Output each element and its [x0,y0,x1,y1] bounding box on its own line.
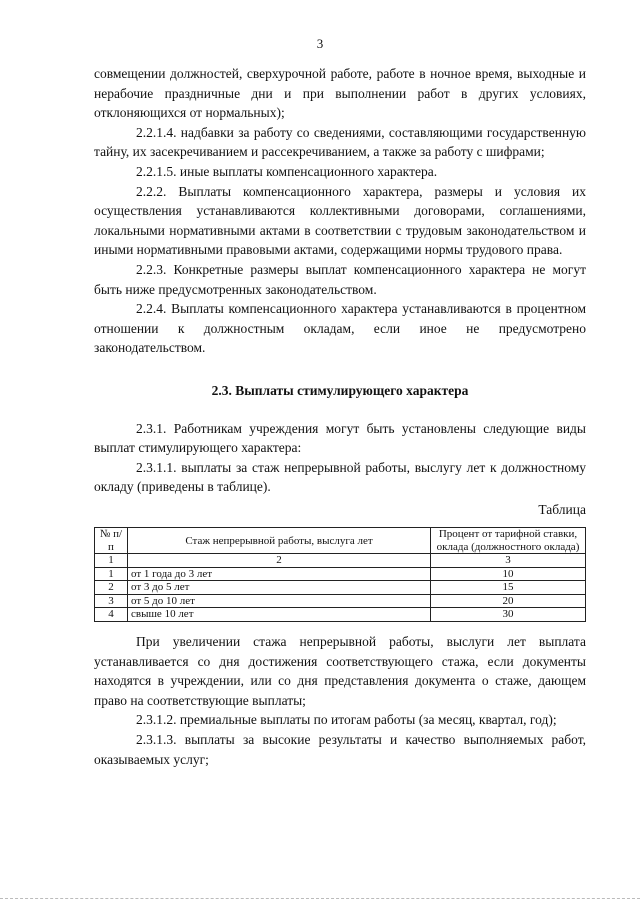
table-row [95,594,586,608]
header-percent: Процент от тарифной ставки, оклада (должностного оклада) [431,528,586,554]
seniority-table [94,527,586,622]
column-number: 3 [431,554,586,568]
section-heading: 2.3. Выплаты стимулирующего характера [211,382,469,398]
paragraph: 2.2.2. Выплаты компенсационного характера, размеры и условия их осуществления устанавливаются коллективными договорами, соглашениями, локальными нормативными актами в соответствии с трудовым законодательством и иными нормативными правовыми актами, содержащими нормы трудового права. [94,183,586,258]
row-number: 3 [95,594,128,608]
paragraph: 2.3.1.2. премиальные выплаты по итогам работы (за месяц, квартал, год); [136,712,557,728]
table-caption: Таблица [538,501,586,517]
row-percent: 30 [431,608,586,622]
page-bottom-divider [0,898,640,899]
header-experience: Стаж непрерывной работы, выслуга лет [128,528,431,554]
paragraph: 2.2.3. Конкретные размеры выплат компенсационного характера не могут быть ниже предусмотренных законодательством. [94,261,586,297]
row-experience: от 3 до 5 лет [128,581,431,595]
row-percent: 15 [431,581,586,595]
paragraph: 2.3.1. Работникам учреждения могут быть установлены следующие виды выплат стимулирующего характера: [94,420,586,456]
paragraph: 2.2.1.4. надбавки за работу со сведениями, составляющими государственную тайну, их засекречиванием и рассекречиванием, а также за работу с шифрами; [94,124,586,160]
paragraph: 2.3.1.1. выплаты за стаж непрерывной работы, выслугу лет к должностному окладу (приведены в таблице). [94,459,586,495]
row-experience: от 5 до 10 лет [128,594,431,608]
row-number: 2 [95,581,128,595]
paragraph: 2.3.1.3. выплаты за высокие результаты и качество выполняемых работ, оказываемых услуг; [94,731,586,767]
header-number: № п/п [95,528,128,554]
row-experience: свыше 10 лет [128,608,431,622]
paragraph: При увеличении стажа непрерывной работы, выслуги лет выплата устанавливается со дня достижения соответствующего стажа, если документы находятся в учреждении, или со дня представления документа о стаже, дающем право на соответствующие выплаты; [94,633,586,708]
table-row [95,581,586,595]
page-number: 3 [316,36,324,51]
paragraph: 2.2.4. Выплаты компенсационного характера устанавливаются в процентном отношении к должностным окладам, если иное не предусмотрено законодательством. [94,301,586,356]
row-percent: 10 [431,567,586,581]
table-column-numbers-row [95,554,586,568]
table-row [95,567,586,581]
row-number: 1 [95,567,128,581]
row-percent: 20 [431,594,586,608]
document-body [94,64,586,769]
column-number: 2 [128,554,431,568]
table-row [95,608,586,622]
column-number: 1 [95,554,128,568]
paragraph: совмещении должностей, сверхурочной работе, работе в ночное время, выходные и нерабочие праздничные дни и при выполнении работ в других условиях, отклоняющихся от нормальных); [94,66,586,121]
row-number: 4 [95,608,128,622]
table-header-row [95,528,586,554]
paragraph: 2.2.1.5. иные выплаты компенсационного характера. [136,163,438,179]
row-experience: от 1 года до 3 лет [128,567,431,581]
